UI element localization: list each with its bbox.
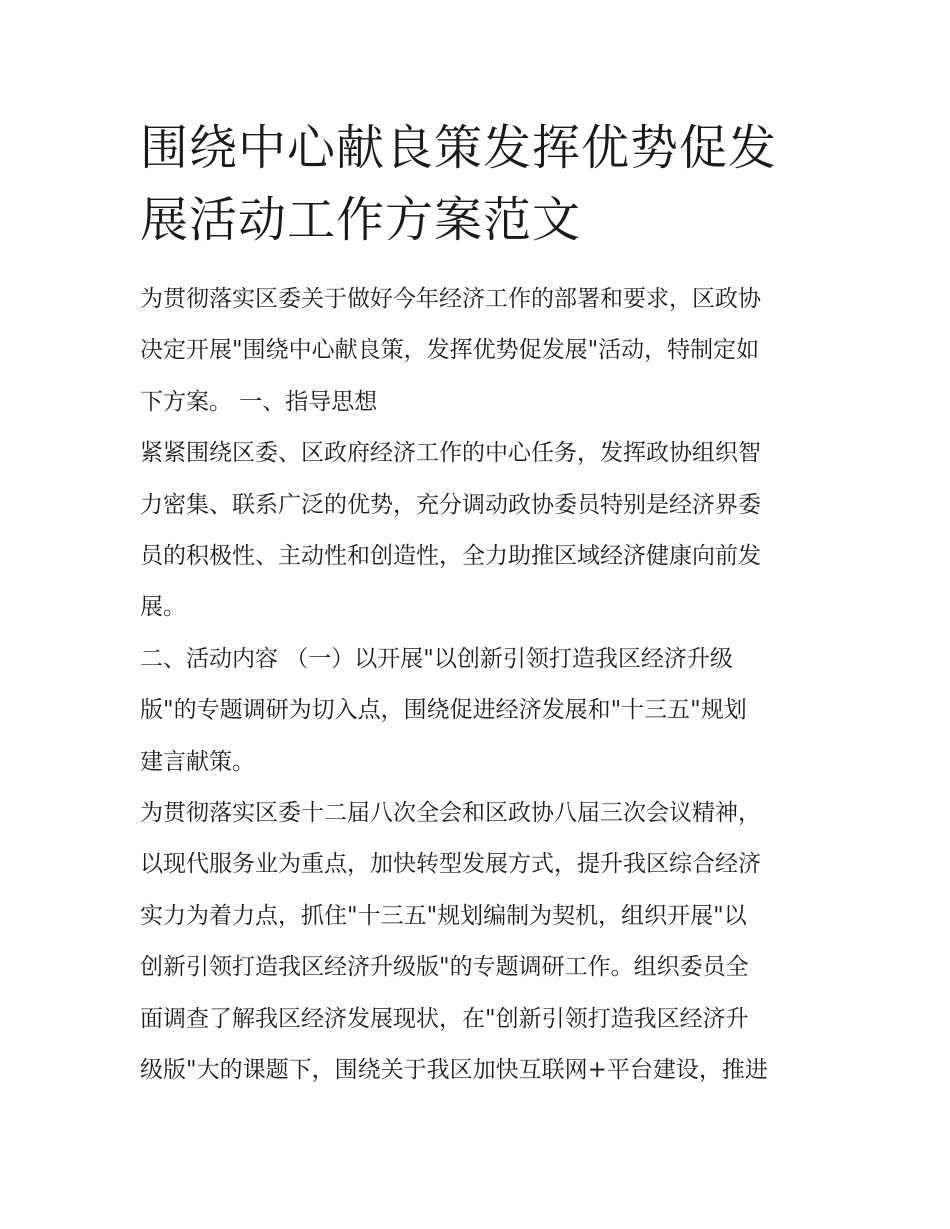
body-line: 级版"大的课题下，围绕关于我区加快互联网+平台建设，推进 [140, 1057, 768, 1084]
body-line: 下方案。 一、指导思想 [140, 388, 378, 415]
body-line: 建言献策。 [140, 748, 255, 775]
body-line: 实力为着力点，抓住"十三五"规划编制为契机，组织开展"以 [140, 902, 747, 929]
body-line: 创新引领打造我区经济升级版"的专题调研工作。组织委员全 [140, 954, 749, 981]
body-line: 为贯彻落实区委十二届八次全会和区政协八届三次会议精神， [140, 800, 761, 827]
body-line: 以现代服务业为重点，加快转型发展方式，提升我区综合经济 [140, 851, 761, 878]
body-line: 为贯彻落实区委关于做好今年经济工作的部署和要求，区政协 [140, 286, 761, 312]
body-line: 员的积极性、主动性和创造性，全力助推区域经济健康向前发 [140, 543, 761, 570]
body-line: 二、活动内容 （一）以开展"以创新引领打造我区经济升级 [140, 645, 733, 672]
title-line: 围绕中心献良策发挥优势促发 [140, 120, 778, 176]
body-line: 紧紧围绕区委、区政府经济工作的中心任务，发挥政协组织智 [140, 440, 761, 467]
title-line: 展活动工作方案范文 [140, 192, 582, 248]
document-title [140, 112, 820, 256]
body-line: 版"的专题调研为切入点，围绕促进经济发展和"十三五"规划 [140, 697, 747, 724]
body-line: 力密集、联系广泛的优势，充分调动政协委员特别是经济界委 [140, 491, 761, 518]
document-body [140, 274, 820, 1097]
document-page [140, 112, 820, 1097]
body-line: 面调查了解我区经济发展现状，在"创新引领打造我区经济升 [140, 1005, 749, 1032]
body-line: 展。 [140, 594, 186, 621]
body-line: 决定开展"围绕中心献良策，发挥优势促发展"活动，特制定如 [140, 337, 760, 364]
